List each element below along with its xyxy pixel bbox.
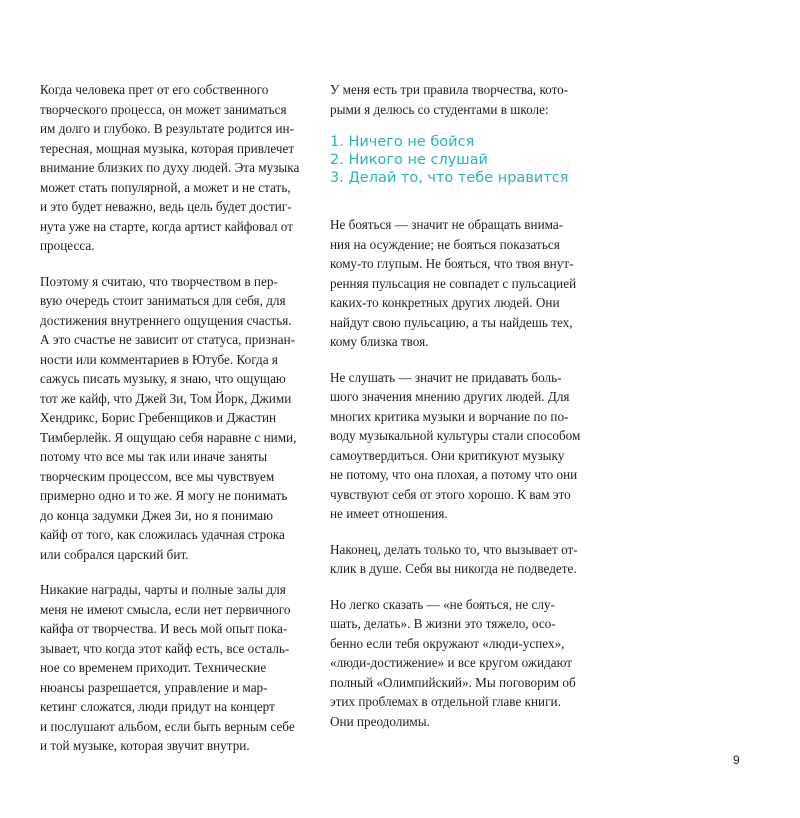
text-line: шого значения мнению других людей. Для (330, 389, 570, 404)
intro-paragraph (330, 80, 605, 119)
text-line: Они преодолимы. (330, 713, 430, 729)
left-column (40, 80, 315, 756)
text-line: найдут свою пульсацию, а ты найдешь тех, (330, 314, 573, 330)
text-line: многих критика музыки и ворчание по по- (330, 408, 569, 424)
text-line: примерно одно и то же. Я могу не понимать (40, 488, 288, 503)
text-line: вую очередь стоит заниматься для себя, для (40, 293, 286, 308)
text-line: А это счастье не зависит от статуса, признан- (40, 332, 296, 347)
rule-item: 3. Делай то, что тебе нравится (330, 170, 569, 186)
text-line: ности или комментариев в Ютубе. Когда я (40, 351, 278, 367)
text-line: полный «Олимпийский». Мы поговорим об (330, 674, 576, 690)
rule-item: 2. Никого не слушай (330, 152, 488, 168)
text-line: зывает, что когда этот кайф есть, все осталь- (40, 640, 290, 656)
text-line: Не бояться — значит не обращать внима- (330, 217, 564, 232)
text-line: ния на осуждение; не бояться показаться (330, 236, 560, 252)
page-number: 9 (733, 753, 740, 767)
text-line: потому что все мы так или иначе заняты (40, 449, 268, 464)
text-line: внимание близких по духу людей. Эта музыка (40, 160, 300, 175)
text-line: кому-то глупым. Не бояться, что твоя внут- (330, 256, 574, 271)
text-line: процесса. (40, 238, 95, 253)
text-line: Тимберлейк. Я ощущаю себя наравне с ними, (40, 429, 297, 445)
text-line: или собрался царский бит. (40, 546, 189, 562)
text-line: У меня есть три правила творчества, кото- (330, 82, 569, 97)
paragraph (40, 80, 315, 256)
text-line: Наконец, делать только то, что вызывает от- (330, 541, 578, 557)
text-line: меня не имеют смысла, если нет первичного (40, 601, 291, 617)
text-line: Хендрикс, Борис Гребенщиков и Джастин (40, 410, 277, 425)
text-line: Когда человека прет от его собственного (40, 82, 269, 97)
text-line: тот же кайф, что Джей Зи, Том Йорк, Джими (40, 390, 292, 406)
text-line: и той музыке, которая звучит внутри. (40, 738, 250, 753)
text-line: чувствуют себя от этого хорошо. К вам это (330, 486, 571, 502)
text-line: Поэтому я считаю, что творчеством в пер- (40, 273, 278, 289)
text-line: кому близка твоя. (330, 334, 429, 349)
text-line: «люди-достижение» и все кругом ожидают (330, 655, 573, 670)
text-line: Но легко сказать — «не бояться, не слу- (330, 596, 555, 612)
text-line: нута уже на старте, когда артист кайфовал от (40, 218, 293, 234)
text-line: кайф от того, как сложилась удачная строка (40, 527, 285, 542)
text-line: им долго и глубоко. В результате родится ин- (40, 121, 295, 136)
text-line: ренняя пульсация не совпадет с пульсацией (330, 275, 577, 291)
text-line: Никакие награды, чарты и полные залы для (40, 582, 286, 597)
text-line: Не слушать — значит не придавать боль- (330, 369, 562, 385)
text-line: и это будет неважно, ведь цель будет достиг- (40, 199, 292, 214)
paragraph (330, 595, 605, 732)
right-column (330, 80, 605, 731)
text-line: не потому, что она плохая, а потому что они (330, 467, 578, 482)
text-line: самоутвердиться. Они критикуют музыку (330, 447, 565, 463)
text-line: творческого процесса, он может заниматься (40, 101, 287, 117)
paragraph (330, 368, 605, 524)
text-line: каких-то конкретных других людей. Они (330, 295, 560, 310)
text-line: воду музыкальной культуры стали способом (330, 428, 581, 443)
text-line: нюансы разрешается, управление и мар- (40, 679, 268, 695)
paragraph (330, 215, 605, 352)
text-line: достижения внутреннего ощущения счастья. (40, 312, 292, 328)
text-line: кетинг сложатся, люди придут на концерт (40, 699, 275, 714)
text-line: не имеет отношения. (330, 506, 448, 521)
text-line: бенно если тебя окружают «люди-успех», (330, 635, 565, 651)
paragraph (40, 272, 315, 565)
rule-item: 1. Ничего не бойся (330, 134, 475, 150)
text-line: сажусь писать музыку, я знаю, что ощущаю (40, 371, 286, 386)
text-line: до конца задумки Джея Зи, но я понимаю (40, 507, 273, 523)
paragraph (40, 580, 315, 756)
rules-list (330, 133, 605, 187)
text-line: может стать популярной, а может и не стать, (40, 179, 291, 195)
text-line: кайфа от творчества. И весь мой опыт пока- (40, 621, 288, 636)
paragraph (330, 540, 605, 579)
text-line: этих проблемах в отдельной главе книги. (330, 694, 561, 709)
text-line: творческим процессом, все мы чувствуем (40, 468, 275, 484)
text-line: ное со временем приходит. Технические (40, 660, 267, 675)
text-line: клик в душе. Себя вы никогда не подведете. (330, 561, 577, 576)
text-line: тересная, мощная музыка, которая привлечет (40, 140, 295, 156)
text-line: и послушают альбом, если быть верным себе (40, 718, 295, 734)
text-line: шать, делать». В жизни это тяжело, осо- (330, 616, 556, 631)
text-line: рыми я делюсь со студентами в школе: (330, 101, 549, 117)
